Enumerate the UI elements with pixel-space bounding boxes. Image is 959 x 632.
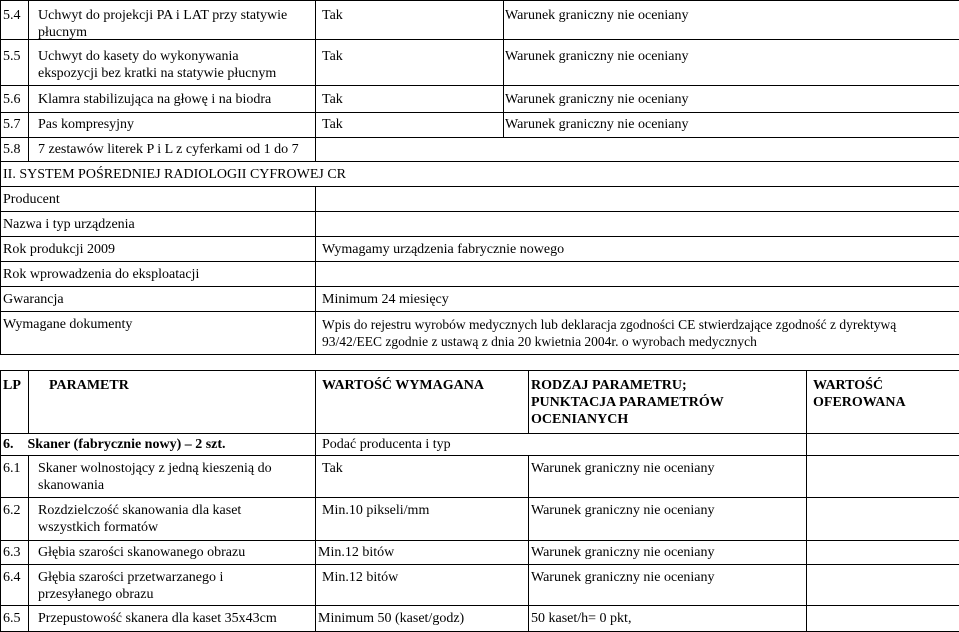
header-required: WARTOŚĆ WYMAGANA [322, 378, 484, 393]
documents-value: Wpis do rejestru wyrobów medycznych lub deklaracja zgodności CE stwierdzające zgodność z dyrektywą 93/42/EEC zgodnie z ustawą z dnia 20 kwietnia 2004r. o wyrobach medycznych [322, 317, 897, 349]
row-6-2-lp: 6.2 [3, 503, 21, 518]
row-5-8-name: 7 zestawów literek P i L z cyferkami od 1 do 7 [38, 142, 299, 157]
row-5-5-type: Warunek graniczny nie oceniany [505, 49, 689, 64]
row-5-8-lp: 5.8 [3, 142, 21, 157]
row-5-6-type: Warunek graniczny nie oceniany [505, 92, 689, 107]
operation-year-label: Rok wprowadzenia do eksploatacji [3, 267, 200, 282]
row-5-4-value: Tak [322, 8, 343, 23]
row-6-5-lp: 6.5 [3, 611, 21, 626]
row-6-1-type: Warunek graniczny nie oceniany [531, 461, 715, 476]
row-6-4-name: Głębia szarości przetwarzanego i przesyłanego obrazu [38, 570, 224, 602]
row-6-3-type: Warunek graniczny nie oceniany [531, 545, 715, 560]
section2-title: II. SYSTEM POŚREDNIEJ RADIOLOGII CYFROWEJ CR [3, 167, 347, 182]
row-6-2-type: Warunek graniczny nie oceniany [531, 503, 715, 518]
header-lp: LP [3, 378, 21, 393]
row-6-1-lp: 6.1 [3, 461, 21, 476]
row-6-2-name: Rozdzielczość skanowania dla kaset wszystkich formatów [38, 503, 242, 535]
row-6-4-type: Warunek graniczny nie oceniany [531, 570, 715, 585]
warranty-label: Gwarancja [3, 292, 64, 307]
production-year-label: Rok produkcji 2009 [3, 242, 115, 257]
group-scanner-label: 6. Skaner (fabrycznie nowy) – 2 szt. [3, 437, 226, 452]
row-5-7-name: Pas kompresyjny [38, 117, 135, 132]
row-5-6-name: Klamra stabilizująca na głowę i na biodra [38, 92, 272, 107]
production-year-value: Wymagamy urządzenia fabrycznie nowego [322, 242, 565, 257]
row-5-7-type: Warunek graniczny nie oceniany [505, 117, 689, 132]
row-6-2-value: Min.10 pikseli/mm [322, 503, 430, 518]
row-6-1-name: Skaner wolnostojący z jedną kieszenią do skanowania [38, 461, 272, 493]
group-scanner-note: Podać producenta i typ [322, 437, 451, 452]
documents-label: Wymagane dokumenty [3, 317, 133, 332]
row-5-4-type: Warunek graniczny nie oceniany [505, 8, 689, 23]
row-5-5-lp: 5.5 [3, 49, 21, 64]
row-6-5-type: 50 kaset/h= 0 pkt, [531, 611, 632, 626]
row-6-1-value: Tak [322, 461, 343, 476]
producent-label: Producent [3, 192, 60, 207]
header-offered: WARTOŚĆ OFEROWANA [813, 378, 906, 410]
row-6-3-value: Min.12 bitów [318, 545, 395, 560]
row-5-7-lp: 5.7 [3, 117, 21, 132]
row-6-4-lp: 6.4 [3, 570, 21, 585]
row-5-6-value: Tak [322, 92, 343, 107]
row-5-7-value: Tak [322, 117, 343, 132]
row-6-3-lp: 6.3 [3, 545, 21, 560]
header-kind: RODZAJ PARAMETRU; PUNKTACJA PARAMETRÓW OCENIANYCH [531, 378, 724, 427]
row-5-6-lp: 5.6 [3, 92, 21, 107]
row-5-4-lp: 5.4 [3, 8, 21, 23]
header-param: PARAMETR [49, 378, 129, 393]
warranty-value: Minimum 24 miesięcy [322, 292, 449, 307]
row-5-5-value: Tak [322, 49, 343, 64]
row-6-3-name: Głębia szarości skanowanego obrazu [38, 545, 246, 560]
row-6-5-name: Przepustowość skanera dla kaset 35x43cm [38, 611, 277, 626]
row-5-5-name: Uchwyt do kasety do wykonywania ekspozycji bez kratki na statywie płucnym [38, 49, 277, 81]
row-5-4-name: Uchwyt do projekcji PA i LAT przy statywie płucnym [38, 8, 288, 40]
row-6-5-value: Minimum 50 (kaset/godz) [318, 611, 465, 626]
row-6-4-value: Min.12 bitów [322, 570, 399, 585]
device-name-label: Nazwa i typ urządzenia [3, 217, 135, 232]
